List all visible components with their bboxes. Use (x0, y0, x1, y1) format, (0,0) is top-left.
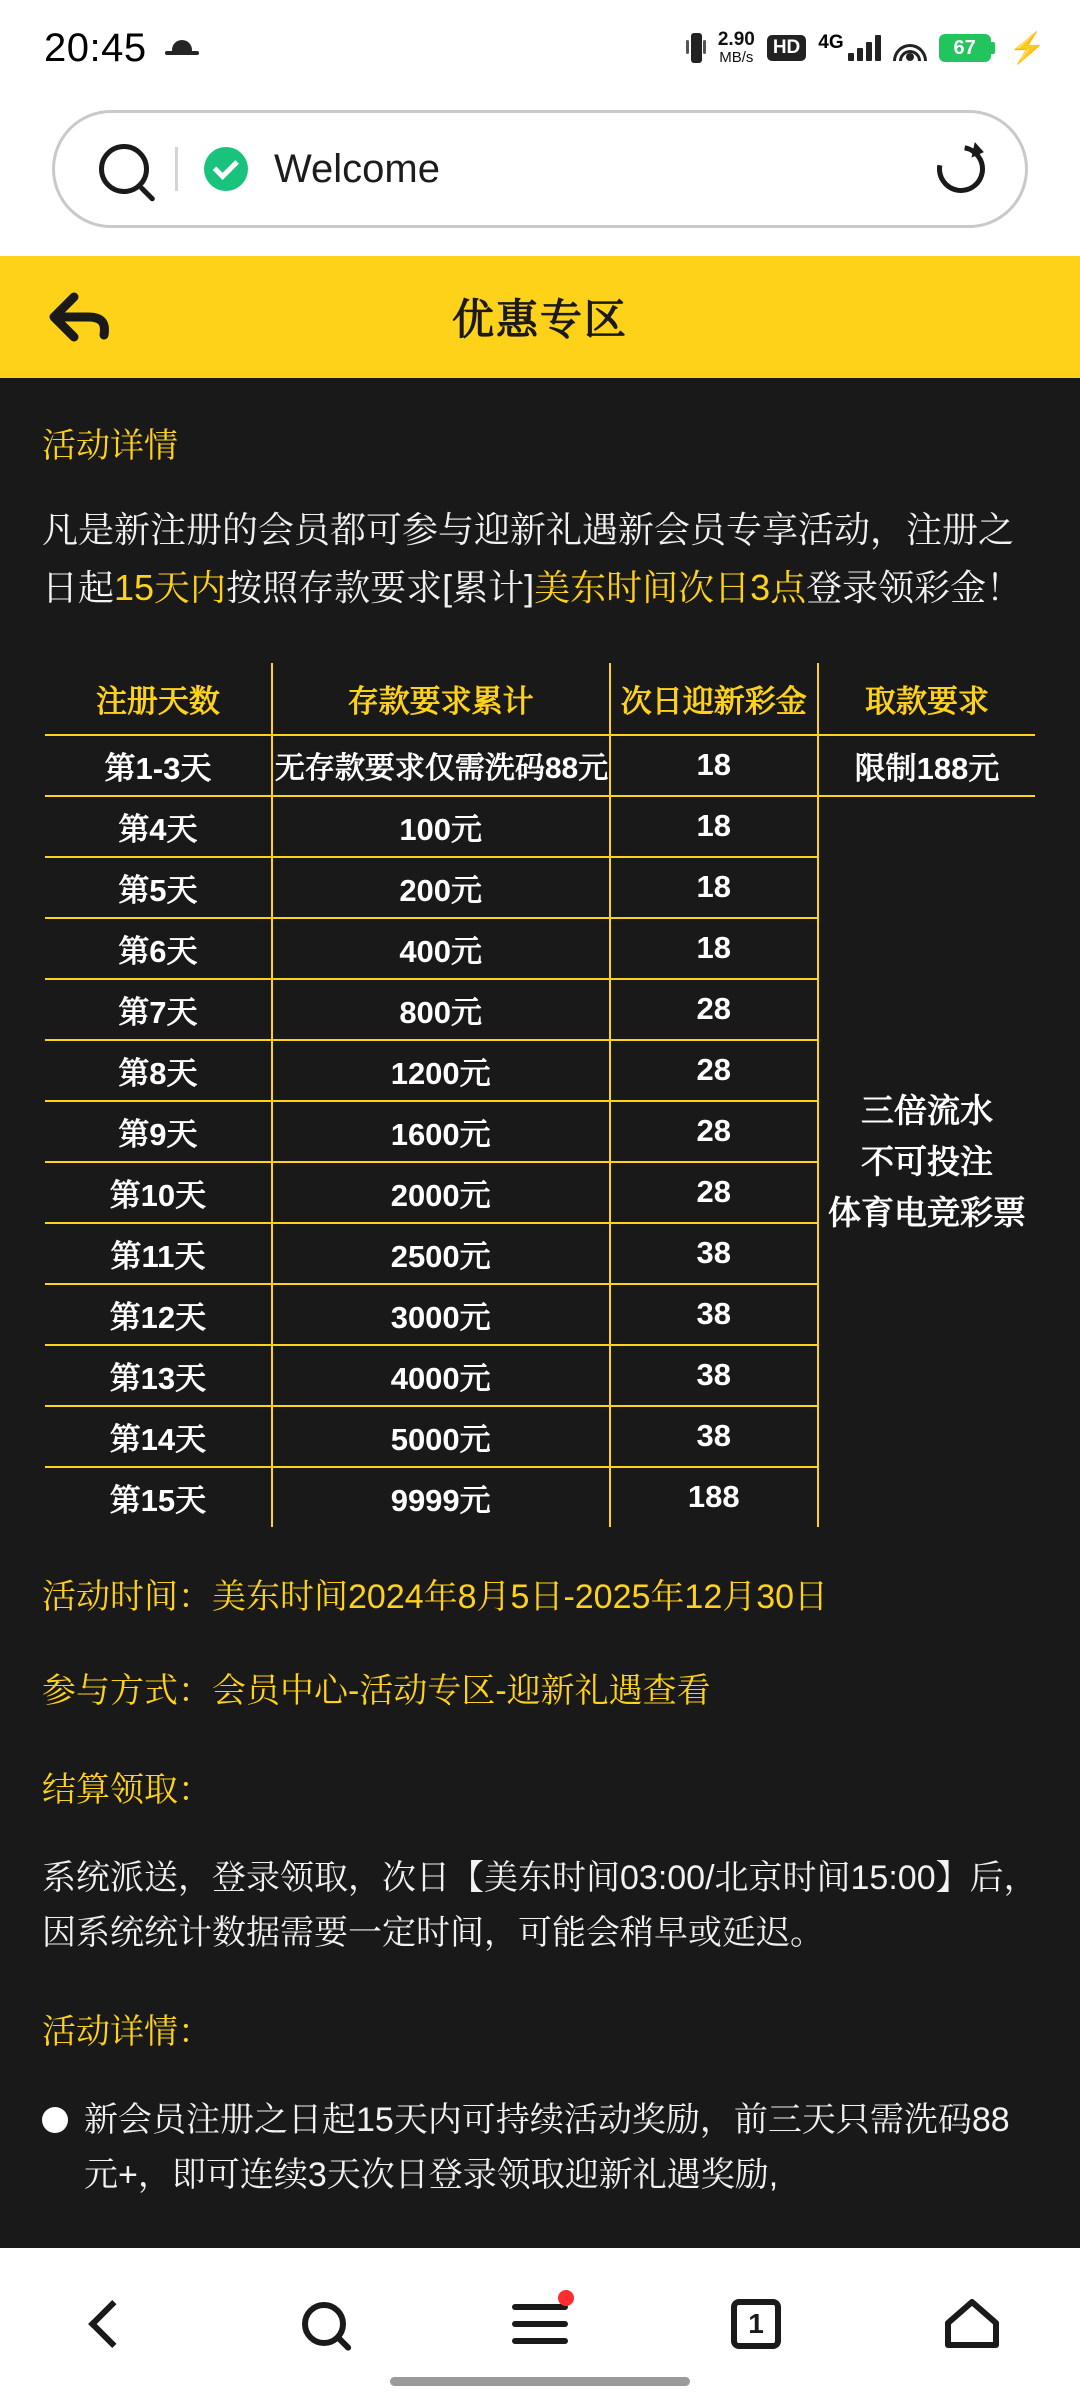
join-method-label: 参与方式： (42, 1672, 212, 1711)
column-header-bonus: 次日迎新彩金 (610, 661, 819, 735)
intro-part-2: 按照存款要求[累计] (226, 567, 535, 609)
notification-dot (558, 2290, 574, 2306)
intro-paragraph (42, 501, 1038, 618)
cell-deposit: 1600元 (272, 1101, 610, 1162)
promo-table (42, 660, 1038, 1530)
cell-bonus: 28 (610, 1040, 819, 1101)
browser-toolbar (0, 96, 1080, 256)
cell-bonus: 18 (610, 796, 819, 857)
cell-day: 第15天 (44, 1467, 272, 1529)
bolt-icon: ⚡ (1008, 31, 1046, 65)
cell-deposit: 800元 (272, 979, 610, 1040)
status-bar-left (44, 26, 199, 71)
cell-bonus: 38 (610, 1406, 819, 1467)
battery-icon (939, 34, 995, 62)
reload-icon[interactable] (937, 145, 985, 193)
status-bar-right (686, 30, 1046, 66)
back-chevron-icon[interactable] (68, 2284, 148, 2364)
battery-level: 67 (939, 34, 991, 62)
back-arrow-icon[interactable] (48, 289, 114, 345)
cell-deposit: 2500元 (272, 1223, 610, 1284)
column-header-days: 注册天数 (44, 661, 272, 735)
cellular-signal-icon (818, 32, 880, 61)
cell-deposit: 3000元 (272, 1284, 610, 1345)
join-method-value: 会员中心-活动专区-迎新礼遇查看 (212, 1672, 711, 1711)
network-speed-value: 2.90 (717, 29, 755, 51)
cell-bonus: 188 (610, 1467, 819, 1529)
intro-part-3: 登录领彩金！ (806, 567, 1023, 609)
search-icon[interactable] (284, 2284, 364, 2364)
cell-day: 第9天 (44, 1101, 272, 1162)
cell-bonus: 38 (610, 1223, 819, 1284)
wifi-icon (893, 35, 927, 61)
cell-bonus: 18 (610, 857, 819, 918)
tabs-icon[interactable] (716, 2284, 796, 2364)
cell-day: 第4天 (44, 796, 272, 857)
cell-day: 第14天 (44, 1406, 272, 1467)
join-method-row (42, 1664, 1038, 1718)
shield-check-icon (204, 147, 248, 191)
cell-withdraw-limit: 限制188元 (818, 735, 1036, 796)
hd-icon: HD (767, 35, 806, 61)
table-row (44, 735, 1037, 796)
page-title: 优惠专区 (451, 296, 628, 343)
page-header (0, 256, 1080, 378)
bottom-navigation-bar (0, 2248, 1080, 2400)
cell-bonus: 38 (610, 1345, 819, 1406)
cell-deposit: 9999元 (272, 1467, 610, 1529)
details-label: 活动详情： (42, 2013, 212, 2052)
cell-day: 第1-3天 (44, 735, 272, 796)
cell-bonus: 28 (610, 1101, 819, 1162)
menu-icon[interactable] (500, 2284, 580, 2364)
mask-icon (165, 36, 199, 60)
event-time-row (42, 1570, 1038, 1624)
divider (175, 147, 178, 191)
cell-bonus: 38 (610, 1284, 819, 1345)
url-text[interactable]: Welcome (274, 146, 440, 191)
signal-bars (848, 35, 881, 61)
withdraw-rule-line-1: 三倍流水 (861, 1091, 993, 1129)
cell-bonus: 28 (610, 1162, 819, 1223)
cell-bonus: 18 (610, 918, 819, 979)
cell-withdraw-rule (818, 796, 1036, 1529)
column-header-deposit: 存款要求累计 (272, 661, 610, 735)
settlement-label: 结算领取： (42, 1771, 212, 1810)
cell-deposit: 无存款要求仅需洗码88元 (272, 735, 610, 796)
intro-highlight-2: 美东时间次日3点 (534, 567, 807, 609)
cell-deposit: 100元 (272, 796, 610, 857)
cell-deposit: 200元 (272, 857, 610, 918)
home-icon[interactable] (932, 2284, 1012, 2364)
list-item (42, 2093, 1038, 2203)
cell-deposit: 400元 (272, 918, 610, 979)
event-time-value: 美东时间2024年8月5日-2025年12月30日 (212, 1577, 829, 1616)
cell-bonus: 28 (610, 979, 819, 1040)
table-row (44, 796, 1037, 857)
cell-deposit: 4000元 (272, 1345, 610, 1406)
cell-day: 第6天 (44, 918, 272, 979)
cell-day: 第10天 (44, 1162, 272, 1223)
status-time: 20:45 (44, 25, 147, 70)
page-content (0, 378, 1080, 2400)
gesture-bar[interactable] (390, 2377, 690, 2386)
cell-day: 第8天 (44, 1040, 272, 1101)
bullet-dot-icon (42, 2107, 68, 2133)
vibrate-icon (686, 33, 706, 63)
network-type-label: 4G (818, 32, 844, 53)
intro-highlight-1: 15天内 (114, 567, 227, 609)
cell-day: 第7天 (44, 979, 272, 1040)
cell-day: 第5天 (44, 857, 272, 918)
search-icon[interactable] (99, 144, 149, 194)
table-header-row (44, 661, 1037, 735)
withdraw-rule-line-2: 不可投注 (861, 1143, 993, 1181)
cell-deposit: 1200元 (272, 1040, 610, 1101)
cell-deposit: 5000元 (272, 1406, 610, 1467)
settlement-text: 系统派送，登录领取，次日【美东时间03:00/北京时间15:00】后，因系统统计数据需要一定时间，可能会稍早或延迟。 (42, 1859, 1038, 1952)
url-bar[interactable] (52, 110, 1028, 228)
withdraw-rule-line-3: 体育电竞彩票 (828, 1194, 1026, 1232)
network-speed (718, 30, 755, 66)
section-title: 活动详情 (42, 427, 178, 465)
cell-day: 第13天 (44, 1345, 272, 1406)
bullet-text: 新会员注册之日起15天内可持续活动奖励，前三天只需洗码88元+，即可连续3天次日登录领取迎新礼遇奖励, (84, 2101, 1010, 2195)
network-speed-unit: MB/s (719, 49, 754, 67)
event-time-label: 活动时间： (42, 1577, 212, 1616)
column-header-withdraw: 取款要求 (818, 661, 1036, 735)
cell-day: 第12天 (44, 1284, 272, 1345)
tabs-count: 1 (731, 2299, 781, 2349)
intro-part-1: 凡是新注册的会员都可参与迎新礼遇新会员专享活动，注册之日起 (42, 509, 1015, 609)
cell-deposit: 2000元 (272, 1162, 610, 1223)
status-bar (0, 0, 1080, 96)
cell-bonus: 18 (610, 735, 819, 796)
cell-day: 第11天 (44, 1223, 272, 1284)
